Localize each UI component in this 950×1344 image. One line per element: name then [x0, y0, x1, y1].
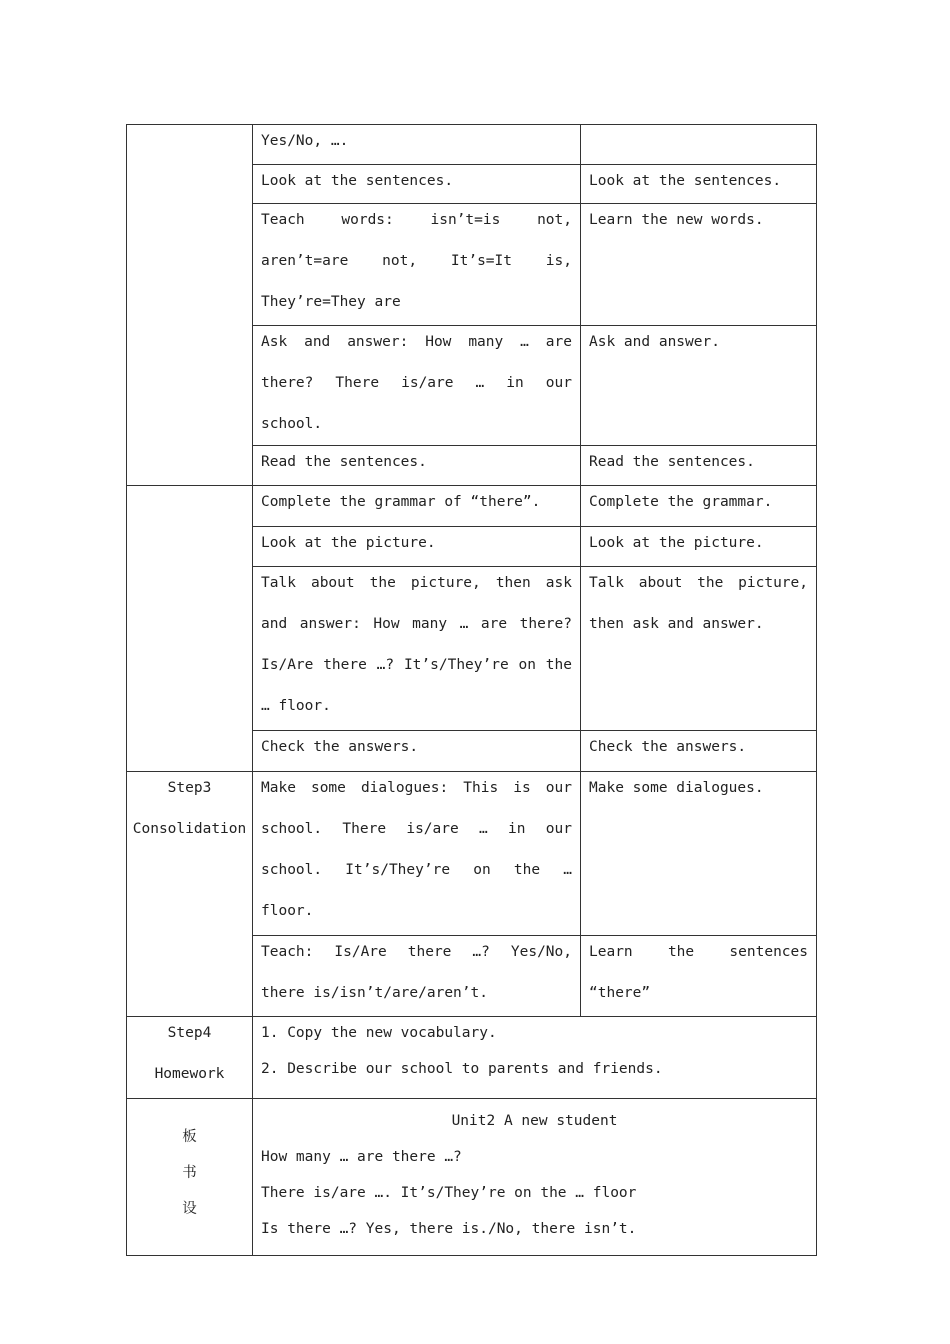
homework-item: 1. Copy the new vocabulary.	[261, 1025, 497, 1041]
student-activity: Talk about the picture, then ask and answer.	[581, 567, 817, 731]
lesson-plan-table	[126, 124, 817, 1256]
teacher-activity: Ask and answer: How many … are there? There is/are … in our school.	[253, 326, 581, 446]
student-activity: Look at the sentences.	[581, 165, 817, 204]
step3-cell	[127, 772, 253, 1017]
board-line: How many … are there …?	[261, 1149, 462, 1165]
teacher-activity: Read the sentences.	[253, 446, 581, 486]
teacher-activity: Teach words: isn’t=is not, aren’t=are not, It’s=It is, They’re=They are	[253, 204, 581, 326]
teacher-activity: Yes/No, ….	[253, 125, 581, 165]
teacher-activity: Complete the grammar of “there”.	[253, 486, 581, 527]
board-label-char: 书	[182, 1165, 197, 1181]
board-label-cell	[127, 1099, 253, 1256]
table-row	[127, 1017, 817, 1099]
board-label-char: 板	[182, 1129, 197, 1145]
board-line: There is/are …. It’s/They’re on the … floor	[261, 1185, 637, 1201]
lesson-plan-page	[126, 124, 816, 1256]
table-row	[127, 772, 817, 936]
teacher-activity: Make some dialogues: This is our school. There is/are … in our school. It’s/They’re on the … floor.	[253, 772, 581, 936]
student-activity: Look at the picture.	[581, 527, 817, 567]
teacher-activity: Teach: Is/Are there …? Yes/No, there is/isn’t/are/aren’t.	[253, 936, 581, 1017]
board-title: Unit2 A new student	[451, 1113, 618, 1129]
board-line: Is there …? Yes, there is./No, there isn’t.	[261, 1221, 637, 1237]
step-title: Homework	[154, 1066, 225, 1082]
step-cell-empty	[127, 125, 253, 486]
step-title: Consolidation	[132, 821, 247, 837]
step4-cell	[127, 1017, 253, 1099]
table-row	[127, 1099, 817, 1256]
teacher-activity: Check the answers.	[253, 731, 581, 772]
teacher-activity: Look at the sentences.	[253, 165, 581, 204]
student-activity: Make some dialogues.	[581, 772, 817, 936]
student-activity: Check the answers.	[581, 731, 817, 772]
homework-cell	[253, 1017, 817, 1099]
student-activity: Learn the new words.	[581, 204, 817, 326]
teacher-activity: Talk about the picture, then ask and answer: How many … are there? Is/Are there …? It’s/They’re on the … floor.	[253, 567, 581, 731]
homework-item: 2. Describe our school to parents and friends.	[261, 1061, 663, 1077]
student-activity: Ask and answer.	[581, 326, 817, 446]
student-activity: Learn the sentences “there”	[581, 936, 817, 1017]
board-label-char: 设	[182, 1201, 197, 1217]
step-number: Step4	[167, 1025, 212, 1041]
board-design-cell	[253, 1099, 817, 1256]
teacher-activity: Look at the picture.	[253, 527, 581, 567]
step-number: Step3	[167, 780, 212, 796]
table-row	[127, 486, 817, 527]
step-cell-empty	[127, 486, 253, 772]
student-activity: Read the sentences.	[581, 446, 817, 486]
student-activity: Complete the grammar.	[581, 486, 817, 527]
